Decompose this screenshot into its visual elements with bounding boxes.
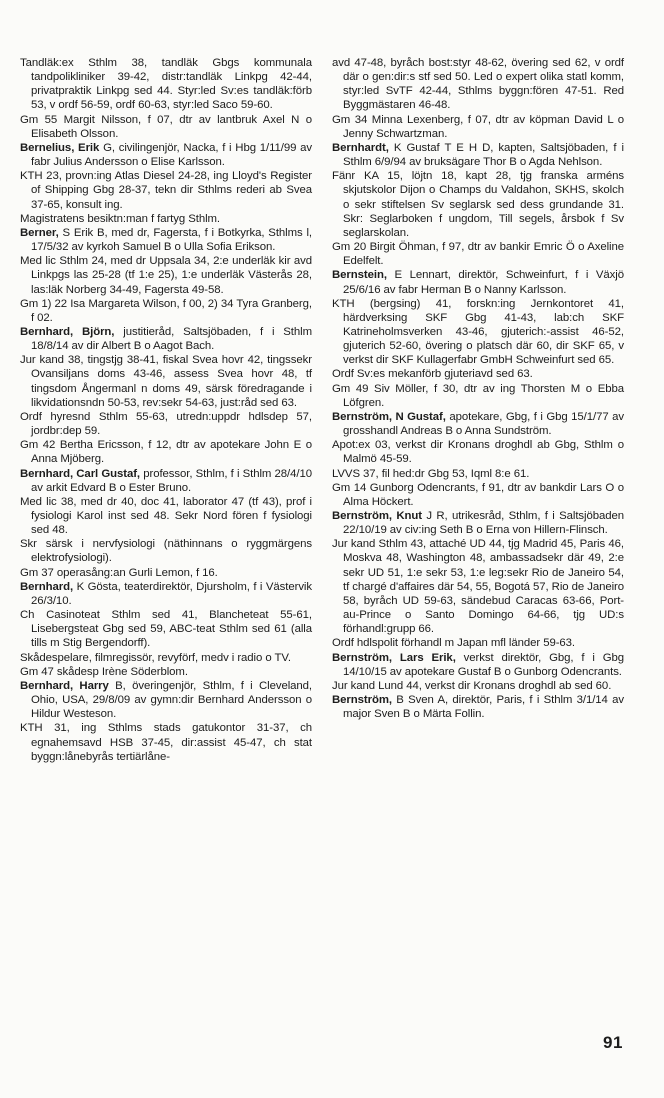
- entry-paragraph: Jur kand 38, tingstjg 38-41, fiskal Svea hovr 42, tingssekr Ovansiljans doms 43-46, assess Svea hovr 48, tf tingsdom Ångermanl n doms 49, särsk föredragande i likvidationsndn 50-53, rev:sekr 54-63, just:råd sed 63.: [20, 354, 312, 409]
- entry-paragraph: Ordf hdlspolit förhandl m Japan mfl länder 59-63.: [332, 637, 576, 650]
- entry-heading: [332, 410, 624, 438]
- entry-heading: [20, 325, 312, 353]
- entry-paragraph: avd 47-48, byråch bost:styr 48-62, övering sed 62, v ordf där o gen:dir:s stf sed 50. Led o expert olika statl komm, styr:led SvTF 42-44, Sthlms byggn:fören 47-51. Red Byggmästaren 46-48.: [332, 57, 624, 112]
- entry-paragraph: Gm 1) 22 Isa Margareta Wilson, f 00, 2) 34 Tyra Granberg, f 02.: [20, 297, 312, 324]
- entry-name: Bernhard,: [20, 580, 74, 593]
- entry: [332, 651, 624, 693]
- entry-heading: [20, 141, 312, 169]
- entry: [20, 226, 312, 325]
- entry-heading: [20, 226, 312, 254]
- page-number: 91: [603, 1033, 623, 1052]
- entry-heading-text: E Lennart, direktör, Schweinfurt, f i Växjö 25/6/16 av fabr Herman B o Nanny Karlsson.: [343, 269, 624, 296]
- entry-name: Bernström, Knut: [332, 510, 422, 522]
- entry-name: Bernström,: [332, 694, 392, 707]
- entry: [332, 56, 624, 141]
- entry-paragraph: Skr särsk i nervfysiologi (näthinnans o ryggmärgens elektrofysiologi).: [20, 538, 312, 565]
- right-column: [332, 56, 624, 721]
- entry-heading-text: K Gösta, teaterdirektör, Djursholm, f i Västervik 26/3/10.: [31, 580, 312, 607]
- entry: [332, 693, 624, 721]
- entry-heading: [332, 141, 624, 169]
- entry-paragraph: Tandläk:ex Sthlm 38, tandläk Gbgs kommunala tandpolikliniker 39-42, distr:tandläk Linkpg 42-44, privatpraktik Linkpg sed 44. Styr:led Sv:es tandläk:förb 53, v ordf 56-59, ordf 60-63, styr:led Saco 59-60.: [20, 57, 312, 112]
- entry-heading: [20, 580, 312, 608]
- entry-heading: [332, 651, 624, 679]
- entry-heading-text: G, civilingenjör, Nacka, f i Hbg 1/11/99 av fabr Julius Andersson o Elise Karlsson.: [31, 141, 312, 169]
- entry-paragraph: Gm 14 Gunborg Odencrants, f 91, dtr av bankdir Lars O o Alma Höckert.: [332, 481, 624, 508]
- entry-paragraph: Skådespelare, filmregissör, revyförf, medv i radio o TV.: [20, 651, 291, 664]
- entry-heading: [332, 268, 624, 296]
- entry-paragraph: Magistratens besiktn:man f fartyg Sthlm.: [20, 212, 221, 225]
- entry-heading-text: S Erik B, med dr, Fagersta, f i Botkyrka, Sthlms l, 17/5/32 av kyrkoh Samuel B o Ulla Sofia Erikson.: [31, 226, 312, 254]
- entry: [332, 141, 624, 268]
- entry-name: Bernhardt,: [332, 141, 389, 154]
- entry-heading-text: justitieråd, Saltsjöbaden, f i Sthlm 18/8/14 av dir Albert B o Aagot Bach.: [31, 325, 312, 353]
- entry-paragraph: Gm 34 Minna Lexenberg, f 07, dtr av köpman David L o Jenny Schwartzman.: [332, 113, 624, 140]
- entry-paragraph: LVVS 37, fil hed:dr Gbg 53, Iqml 8:e 61.: [332, 467, 530, 480]
- entry-heading-text: J R, utrikesråd, Sthlm, f i Saltsjöbaden 22/10/19 av civ:ing Seth B o Erna von Hillern-Flinsch.: [343, 510, 624, 537]
- entry-heading-text: verkst direktör, Gbg, f i Gbg 14/10/15 av apotekare Gustaf B o Gunborg Odencrants.: [343, 651, 625, 678]
- entry: [20, 580, 312, 679]
- entry: [20, 679, 312, 764]
- entry-paragraph: Jur kand Sthlm 43, attaché UD 44, tjg Madrid 45, Paris 46, Moskva 48, Washington 48, ambassadsekr där 49, 2:e sekr UD 51, 1:e sekr 53, 1:e leg:sekr Rio de Janeiro 54, tf chargé d'affaires där 54, 55, Bogotá 57, Rio de Janeiro 58, byråch UD 59-63, sändebud Caracas 63-66, Port-au-Prince o Santo Domingo 64-66, tjg UD:s förhandl:grupp 66.: [332, 538, 625, 636]
- entry-name: Bernström, Lars Erik,: [332, 651, 456, 664]
- entry: [20, 141, 312, 226]
- entry-heading-text: K Gustaf T E H D, kapten, Saltsjöbaden, f i Sthlm 6/9/94 av bruksägare Thor B o Agda Nehlson.: [343, 141, 624, 169]
- entry-paragraph: Jur kand Lund 44, verkst dir Kronans droghdl ab sed 60.: [332, 679, 612, 692]
- entry-heading-text: professor, Sthlm, f i Sthlm 28/4/10 av arkit Edvard B o Ester Bruno.: [31, 467, 312, 494]
- entry-paragraph: KTH (bergsing) 41, forskn:ing Jernkontoret 41, härdverksing SKF Gbg 41-43, lab:ch SKF Katrineholmsverken 43-46, gjuterich:-assist 46-52, gjuterich 52-60, övering o platsch där 60, dir SKF 65, v verkst dir SKF Kullagerfabr GmbH Schweinfurt sed 65.: [332, 297, 624, 367]
- entry-name: Bernström, N Gustaf,: [332, 410, 446, 423]
- entry-paragraph: Med lic 38, med dr 40, doc 41, laborator 47 (tf 43), prof i fysiologi Karol inst sed 48. Sekr Nord fören f fysiologi sed 48.: [20, 495, 312, 537]
- entry-paragraph: Ch Casinoteat Sthlm sed 41, Blancheteat 55-61, Lisebergsteat Gbg sed 59, ABC-teat Sthlm sed 61 (alla tills m Stig Bergendorff).: [20, 609, 312, 650]
- entry-heading-text: B Sven A, direktör, Paris, f i Sthlm 3/1/14 av major Sven B o Märta Follin.: [343, 694, 624, 721]
- entry: [20, 467, 312, 580]
- entry: [20, 56, 312, 141]
- entry-heading: [332, 509, 624, 537]
- entry-paragraph: Ordf hyresnd Sthlm 55-63, utredn:uppdr hdlsdep 57, jordbr:dep 59.: [20, 410, 312, 438]
- entry: [332, 268, 624, 410]
- entry-name: Bernhard, Björn,: [20, 325, 115, 338]
- entry-heading-text: apotekare, Gbg, f i Gbg 15/1/77 av grosshandl Andreas B o Anna Sundström.: [343, 410, 624, 438]
- entry-paragraph: Med lic Sthlm 24, med dr Uppsala 34, 2:e underläk kir avd Linkpgs las 25-28 (tf 1:e 25), 1:e underläk Västerås 28, las:läk Norberg 34-49, Fagersta 49-58.: [20, 255, 312, 296]
- entry-paragraph: Gm 55 Margit Nilsson, f 07, dtr av lantbruk Axel N o Elisabeth Olsson.: [20, 113, 312, 140]
- entry-paragraph: Gm 47 skådesp Irène Söderblom.: [20, 665, 188, 678]
- entry: [332, 509, 624, 651]
- entry-paragraph: Apot:ex 03, verkst dir Kronans droghdl ab Gbg, Sthlm o Malmö 45-59.: [332, 439, 624, 466]
- entry: [332, 410, 624, 509]
- entry-paragraph: Gm 20 Birgit Öhman, f 97, dtr av bankir Emric Ö o Axeline Edelfelt.: [332, 241, 624, 268]
- entry-paragraph: Fänr KA 15, löjtn 18, kapt 28, tjg franska arméns skjutskolor Dijon o Champs du Valdahon, SKHS, skolch o sekr stiftelsen Sv seglarsk sed dess grundande 31. Skr: Seglarboken f ungdom, Till segels, årsbok f Sv seglarskolan.: [332, 170, 624, 239]
- entry-paragraph: Ordf Sv:es mekanförb gjuteriavd sed 63.: [332, 368, 533, 381]
- entry-name: Bernstein,: [332, 269, 387, 282]
- entry-paragraph: KTH 23, provn:ing Atlas Diesel 24-28, ing Lloyd's Register of Shipping Gbg 28-37, tekn dir Sthlms rederi ab Svea 37-65, konsult ing.: [20, 170, 312, 211]
- entry-name: Bernhard, Harry: [20, 679, 109, 692]
- entry-heading: [20, 467, 312, 495]
- entry-name: Bernhard, Carl Gustaf,: [20, 467, 141, 480]
- entry-heading: [20, 679, 312, 721]
- entry-paragraph: Gm 42 Bertha Ericsson, f 12, dtr av apotekare John E o Anna Mjöberg.: [20, 439, 312, 466]
- entry-heading-text: B, överingenjör, Sthlm, f i Cleveland, Ohio, USA, 29/8/09 av gymn:dir Bernhard Andersson o Hildur Westeson.: [31, 679, 313, 721]
- entry-name: Berner,: [20, 226, 59, 239]
- left-column: [20, 56, 312, 764]
- entry-heading: [332, 693, 624, 721]
- entry-paragraph: Gm 37 operasång:an Gurli Lemon, f 16.: [20, 566, 218, 579]
- entry-paragraph: KTH 31, ing Sthlms stads gatukontor 31-37, ch egnahemsavd HSB 37-45, dir:assist 45-47, ch stat byggn:lånebyrås tertiärlåne-: [20, 722, 312, 763]
- entry-paragraph: Gm 49 Siv Möller, f 30, dtr av ing Thorsten M o Ebba Löfgren.: [332, 382, 624, 409]
- entry: [20, 325, 312, 467]
- entry-name: Bernelius, Erik: [20, 141, 100, 154]
